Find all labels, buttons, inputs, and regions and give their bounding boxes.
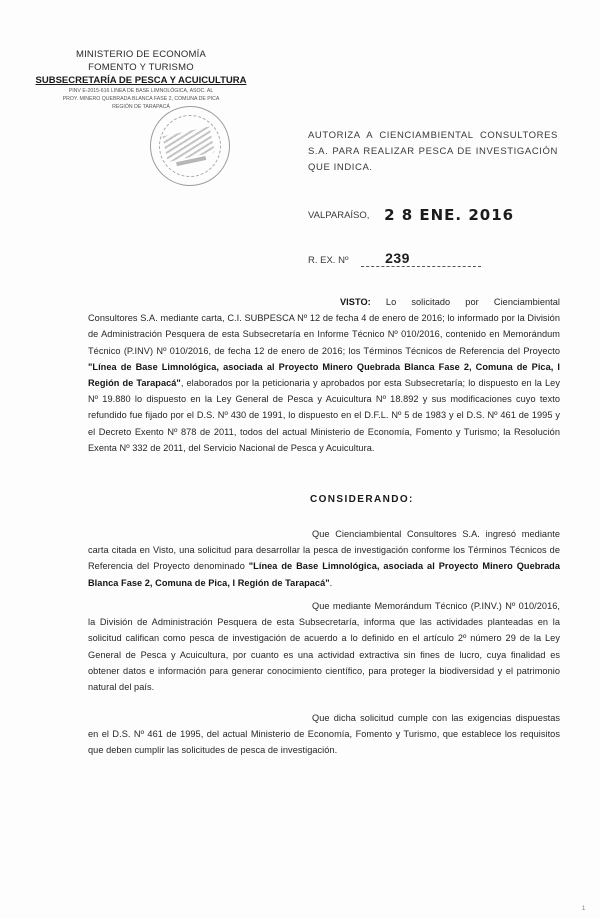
- considerando-paragraph-1: [88, 526, 560, 591]
- date-stamp: 2 8 ENE. 2016: [384, 206, 515, 224]
- considerando-paragraph-2: [88, 598, 560, 695]
- resolution-number-line: [308, 250, 481, 267]
- visto-text-1: Lo solicitado por Cienciambiental Consultores S.A. mediante carta, C.I. SUBPESCA Nº 12 de fecha 4 de enero de 2016; lo informado por la División de Administración Pesquera de esta Subsecretaría en Informe Técnico Nº 010/2016, contenido en Memorándum Técnico (P.INV) Nº 010/2016, de fecha 12 de enero de 2016; los Términos Técnicos de Referencia del Proyecto: [88, 297, 560, 356]
- visto-project-name: "Línea de Base Limnológica, asociada al Proyecto Minero Quebrada Blanca Fase 2, Comuna de Pica, I Región de Tarapacá": [88, 361, 560, 389]
- visto-paragraph: [88, 294, 560, 456]
- reference-line-3: REGIÓN DE TARAPACÁ: [112, 104, 170, 110]
- page-mark: 1: [582, 906, 586, 912]
- resolution-subject: AUTORIZA A CIENCIAMBIENTAL CONSULTORES S.A. PARA REALIZAR PESCA DE INVESTIGACIÓN QUE INDICA.: [308, 130, 558, 173]
- visto-text-2: , elaborados por la peticionaria y aprobados por esta Subsecretaría; lo dispuesto en la Ley Nº 19.880 lo dispuesto en la Ley General de Pesca y Acuicultura Nº 18.892 y sus modificaciones cuyo texto refundido fue fijado por el D.S. Nº 430 de 1991, lo dispuesto en el D.F.L. Nº 5 de 1983 y el D.S. Nº 461 de 1995 y el Decreto Exento Nº 878 de 2011, todos del actual Ministerio de Economía, Fomento y Turismo; la Resolución Exenta Nº 332 de 2011, del Servicio Nacional de Pesca y Acuicultura.: [88, 378, 560, 453]
- visto-label: VISTO:: [340, 297, 371, 307]
- p1-project-name: "Línea de Base Limnológica, asociada al Proyecto Minero Quebrada Blanca Fase 2, Comuna de Pica, I Región de Tarapacá": [88, 561, 560, 588]
- p3-text: Que dicha solicitud cumple con las exigencias dispuestas en el D.S. Nº 461 de 1995, del actual Ministerio de Economía, Fomento y Turismo, que establece los requisitos que deben cumplir las solicitudes de pesca de investigación.: [88, 713, 560, 756]
- considerando-paragraph-3: [88, 710, 560, 759]
- ministry-subtitle: FOMENTO Y TURISMO: [88, 62, 194, 73]
- letterhead: [26, 48, 256, 111]
- considerando-heading: CONSIDERANDO:: [310, 494, 414, 505]
- ministry-name: MINISTERIO DE ECONOMÍA: [75, 49, 207, 60]
- resolution-number-label: R. EX. Nº: [308, 255, 349, 266]
- stamp-ink: [162, 127, 214, 162]
- date-line: [308, 206, 514, 224]
- reference-line-1: PINV E-2015-616 LINEA DE BASE LIMNOLÓGICA, ASOC. AL: [68, 88, 214, 94]
- p1-text-a: Que Cienciambiental Consultores S.A. ingresó mediante carta citada en Visto, una solicitud para desarrollar la pesca de investigación conforme los Términos Técnicos de Referencia del Proyecto denominado: [88, 529, 560, 572]
- p2-text: Que mediante Memorándum Técnico (P.INV.) Nº 010/2016, la División de Administración Pesquera de esta Subsecretaría, informa que las actividades planteadas en la solicitud califican como pesca de investigación de acuerdo a lo definido en el artículo 2º número 29 de la Ley General de Pesca y Acuicultura, por cuanto es una actividad extractiva sin fines de lucro, cuya finalidad es obtener datos e información para generar conocimiento científico, para proteger la biodiversidad y el patrimonio natural del país.: [88, 601, 560, 693]
- subsecretaria-name: SUBSECRETARÍA DE PESCA Y ACUICULTURA: [35, 75, 247, 86]
- official-stamp: [143, 99, 238, 194]
- date-place: VALPARAÍSO,: [308, 209, 370, 221]
- p1-text-c: .: [329, 577, 333, 588]
- reference-line-2: PROY. MINERO QUEBRADA BLANCA FASE 2, COMUNA DE PICA: [62, 96, 220, 102]
- resolution-number: 239: [361, 250, 481, 267]
